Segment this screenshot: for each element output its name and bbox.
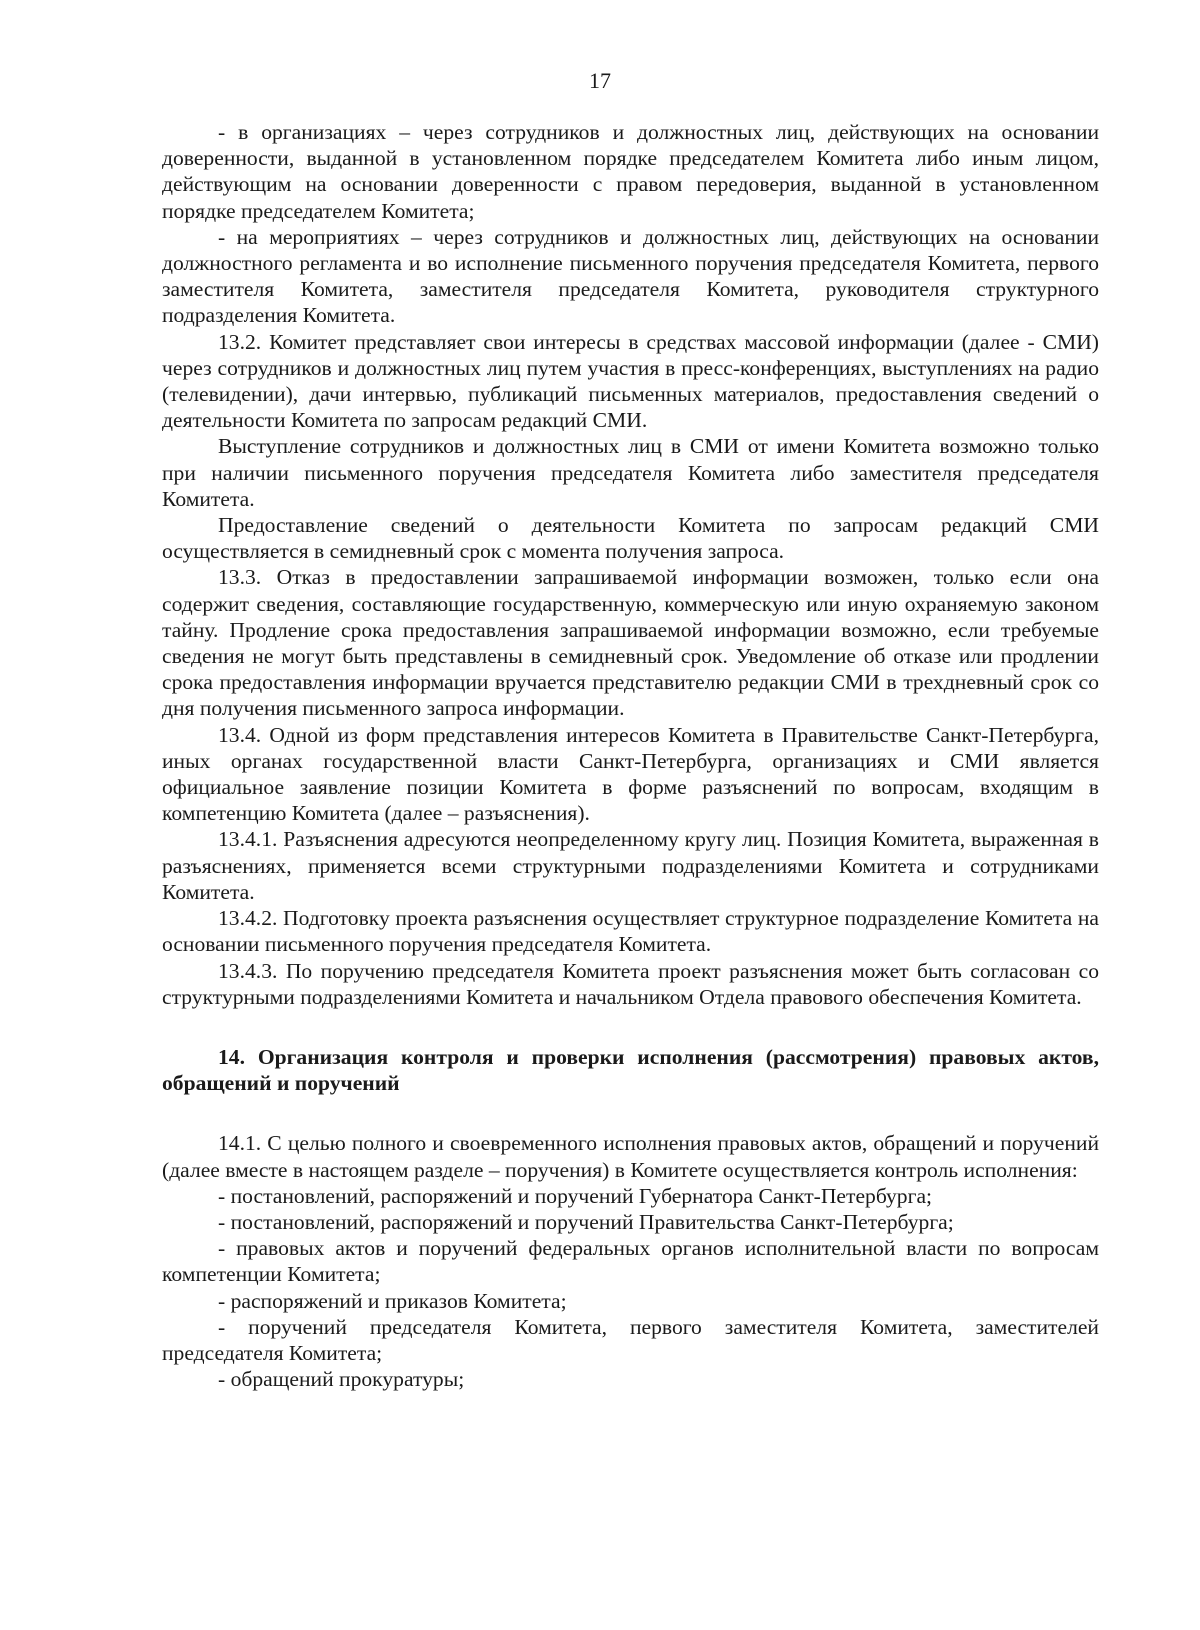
- paragraph: - в организациях – через сотрудников и должностных лиц, действующих на основании доверенности, выданной в установленном порядке председателем Комитета либо иным лицом, действующим на основании доверенности с правом передоверия, выданной в установленном порядке председателем Комитета;: [162, 120, 1099, 223]
- page-number: 17: [589, 68, 611, 93]
- section-heading: 14. Организация контроля и проверки исполнения (рассмотрения) правовых актов, обращений и поручений: [162, 1044, 1099, 1096]
- list-item: - обращений прокуратуры;: [218, 1367, 465, 1392]
- paragraph: Предоставление сведений о деятельности Комитета по запросам редакций СМИ осуществляется в семидневный срок с момента получения запроса.: [162, 513, 1099, 564]
- list-item: - распоряжений и приказов Комитета;: [218, 1288, 567, 1313]
- paragraph: 13.4.2. Подготовку проекта разъяснения осуществляет структурное подразделение Комитета на основании письменного поручения председателя Комитета.: [162, 906, 1099, 957]
- paragraph: Выступление сотрудников и должностных лиц в СМИ от имени Комитета возможно только при наличии письменного поручения председателя Комитета либо заместителя председателя Комитета.: [162, 434, 1099, 511]
- paragraph: - на мероприятиях – через сотрудников и должностных лиц, действующих на основании должностного регламента и во исполнение письменного поручения председателя Комитета, первого заместителя Комитета, заместителя председателя Комитета, руководителя структурного подразделения Комитета.: [162, 224, 1099, 328]
- list-item: - правовых актов и поручений федеральных органов исполнительной власти по вопросам компетенции Комитета;: [162, 1236, 1099, 1287]
- paragraph: 13.3. Отказ в предоставлении запрашиваемой информации возможен, только если она содержит сведения, составляющие государственную, коммерческую или иную охраняемую законом тайну. Продление срока предоставления запрашиваемой информации возможно, если требуемые сведения не могут быть представлены в семидневный срок. Уведомление об отказе или продлении срока предоставления информации вручается представителю редакции СМИ в трехдневный срок со дня получения письменного запроса информации.: [162, 565, 1099, 721]
- document-body: [162, 119, 1099, 1392]
- paragraph: 13.4.3. По поручению председателя Комитета проект разъяснения может быть согласован со структурными подразделениями Комитета и начальником Отдела правового обеспечения Комитета.: [162, 958, 1099, 1009]
- paragraph: 14.1. С целью полного и своевременного исполнения правовых актов, обращений и поручений (далее вместе в настоящем разделе – поручения) в Комитете осуществляется контроль исполнения:: [162, 1131, 1099, 1182]
- paragraph: 13.2. Комитет представляет свои интересы в средствах массовой информации (далее - СМИ) через сотрудников и должностных лиц путем участия в пресс-конференциях, выступлениях на радио (телевидении), дачи интервью, публикаций письменных материалов, предоставления сведений о деятельности Комитета по запросам редакций СМИ.: [162, 329, 1099, 433]
- paragraph: 13.4. Одной из форм представления интересов Комитета в Правительстве Санкт-Петербурга, иных органах государственной власти Санкт-Петербурга, организациях и СМИ является официальное заявление позиции Комитета в форме разъяснений по вопросам, входящим в компетенцию Комитета (далее – разъяснения).: [162, 722, 1099, 826]
- list-item: - постановлений, распоряжений и поручений Правительства Санкт-Петербурга;: [218, 1209, 954, 1234]
- list-item: - поручений председателя Комитета, первого заместителя Комитета, заместителей председателя Комитета;: [162, 1314, 1099, 1365]
- paragraph: 13.4.1. Разъяснения адресуются неопределенному кругу лиц. Позиция Комитета, выраженная в разъяснениях, применяется всеми структурными подразделениями Комитета и сотрудниками Комитета.: [162, 827, 1099, 904]
- list-item: - постановлений, распоряжений и поручений Губернатора Санкт-Петербурга;: [218, 1183, 933, 1208]
